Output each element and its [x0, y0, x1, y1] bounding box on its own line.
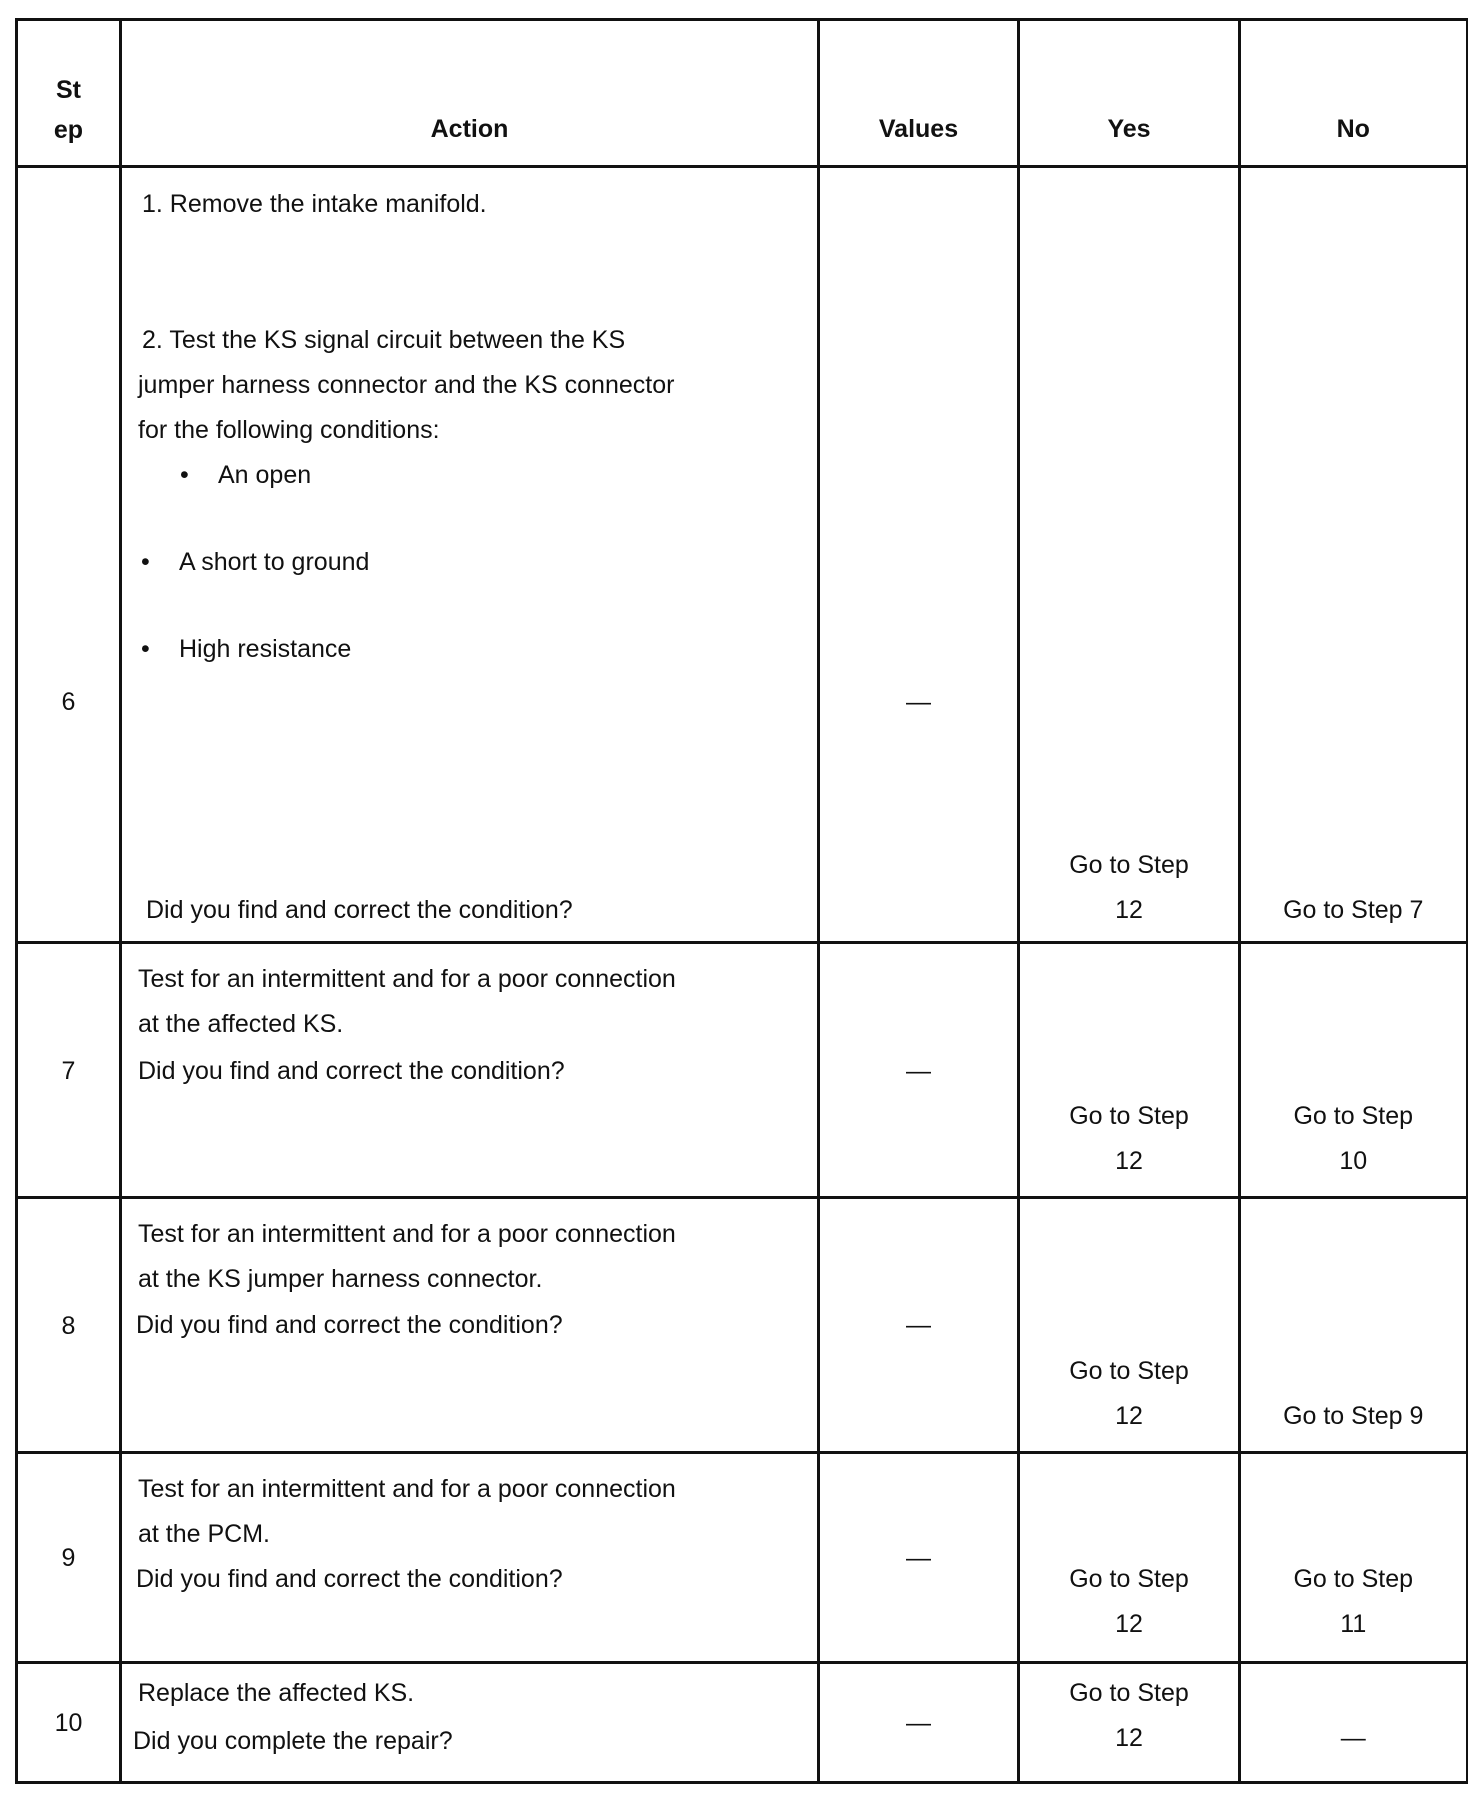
bullet-dot: •: [141, 635, 150, 663]
values-dash: —: [906, 688, 931, 716]
action-question: Did you find and correct the condition?: [138, 1057, 565, 1085]
table-row: [17, 1198, 1467, 1453]
yes-line1: Go to Step: [1069, 1102, 1189, 1130]
step-cell: [17, 167, 121, 943]
header-values-label: Values: [878, 115, 959, 143]
yes-line2: 12: [1115, 1724, 1143, 1752]
yes-line1: Go to Step: [1069, 851, 1189, 879]
header-values: [819, 20, 1019, 167]
no-line1: Go to Step: [1293, 1565, 1414, 1593]
values-cell: [819, 1663, 1019, 1783]
values-cell: [819, 943, 1019, 1198]
yes-line1: Go to Step: [1069, 1679, 1189, 1707]
header-step-line1: St: [56, 76, 81, 104]
header-row: [17, 20, 1467, 167]
bullet-open: An open: [218, 461, 312, 489]
yes-line1: Go to Step: [1069, 1565, 1189, 1593]
no-cell: [1240, 1453, 1467, 1663]
yes-line2: 12: [1115, 1147, 1143, 1175]
no-line2: 10: [1339, 1147, 1368, 1175]
values-cell: [819, 1453, 1019, 1663]
header-no-label: No: [1336, 115, 1370, 143]
header-yes-label: Yes: [1107, 115, 1151, 143]
bullet-short-to-ground: A short to ground: [179, 548, 370, 576]
no-text: Go to Step 9: [1283, 1402, 1424, 1430]
values-dash: —: [906, 1709, 931, 1737]
header-step: [17, 20, 121, 167]
action-line1: Test for an intermittent and for a poor connection: [138, 965, 676, 993]
action-item-1: 1. Remove the intake manifold.: [142, 190, 487, 218]
table-row: [17, 167, 1467, 943]
yes-cell: [1019, 167, 1240, 943]
action-cell: [121, 1453, 819, 1663]
action-question: Did you find and correct the condition?: [136, 1311, 563, 1339]
yes-line2: 12: [1115, 1402, 1143, 1430]
step-number: 7: [61, 1057, 76, 1085]
step-number: 10: [54, 1709, 83, 1737]
no-dash: —: [1340, 1724, 1366, 1752]
action-question: Did you find and correct the condition?: [146, 896, 573, 924]
header-no: [1240, 20, 1467, 167]
action-line2: at the PCM.: [138, 1520, 270, 1548]
action-item-2-line2: jumper harness connector and the KS connector: [138, 371, 675, 399]
action-line2: at the affected KS.: [138, 1010, 344, 1038]
values-dash: —: [906, 1057, 931, 1085]
header-action: [121, 20, 819, 167]
yes-line2: 12: [1115, 1610, 1143, 1638]
action-line2: at the KS jumper harness connector.: [138, 1265, 543, 1293]
table-row: [17, 943, 1467, 1198]
action-cell: [121, 943, 819, 1198]
no-text: Go to Step 7: [1283, 896, 1424, 924]
yes-line2: 12: [1115, 896, 1143, 924]
no-cell: [1240, 943, 1467, 1198]
action-line1: Test for an intermittent and for a poor connection: [138, 1220, 676, 1248]
step-cell: [17, 1663, 121, 1783]
header-step-line2: ep: [53, 116, 84, 144]
step-number: 6: [61, 688, 76, 716]
action-question: Did you find and correct the condition?: [136, 1565, 563, 1593]
step-number: 8: [61, 1312, 76, 1340]
yes-cell: [1019, 1453, 1240, 1663]
action-line1: Test for an intermittent and for a poor connection: [138, 1475, 676, 1503]
header-yes: [1019, 20, 1240, 167]
no-line2: 11: [1340, 1610, 1367, 1638]
table-row: [17, 1453, 1467, 1663]
action-cell: [121, 1663, 819, 1783]
step-cell: [17, 1453, 121, 1663]
step-cell: [17, 943, 121, 1198]
values-dash: —: [906, 1544, 931, 1572]
header-action-label: Action: [430, 115, 509, 143]
no-line1: Go to Step: [1293, 1102, 1414, 1130]
values-dash: —: [906, 1311, 931, 1339]
yes-line1: Go to Step: [1069, 1357, 1189, 1385]
step-cell: [17, 1198, 121, 1453]
values-cell: [819, 167, 1019, 943]
yes-cell: [1019, 1198, 1240, 1453]
action-item-2-line3: for the following conditions:: [138, 416, 440, 444]
action-question: Did you complete the repair?: [133, 1727, 453, 1755]
diagnostic-table: [15, 18, 1468, 1784]
table-row: [17, 1663, 1467, 1783]
yes-cell: [1019, 1663, 1240, 1783]
action-item-2-line1: 2. Test the KS signal circuit between the KS: [142, 326, 626, 354]
yes-cell: [1019, 943, 1240, 1198]
no-cell: [1240, 1198, 1467, 1453]
no-cell: [1240, 1663, 1467, 1783]
bullet-high-resistance: High resistance: [179, 635, 352, 663]
bullet-dot: •: [180, 461, 189, 489]
values-cell: [819, 1198, 1019, 1453]
step-number: 9: [61, 1544, 76, 1572]
action-cell: [121, 167, 819, 943]
action-cell: [121, 1198, 819, 1453]
action-line1: Replace the affected KS.: [138, 1679, 415, 1707]
no-cell: [1240, 167, 1467, 943]
bullet-dot: •: [141, 548, 150, 576]
